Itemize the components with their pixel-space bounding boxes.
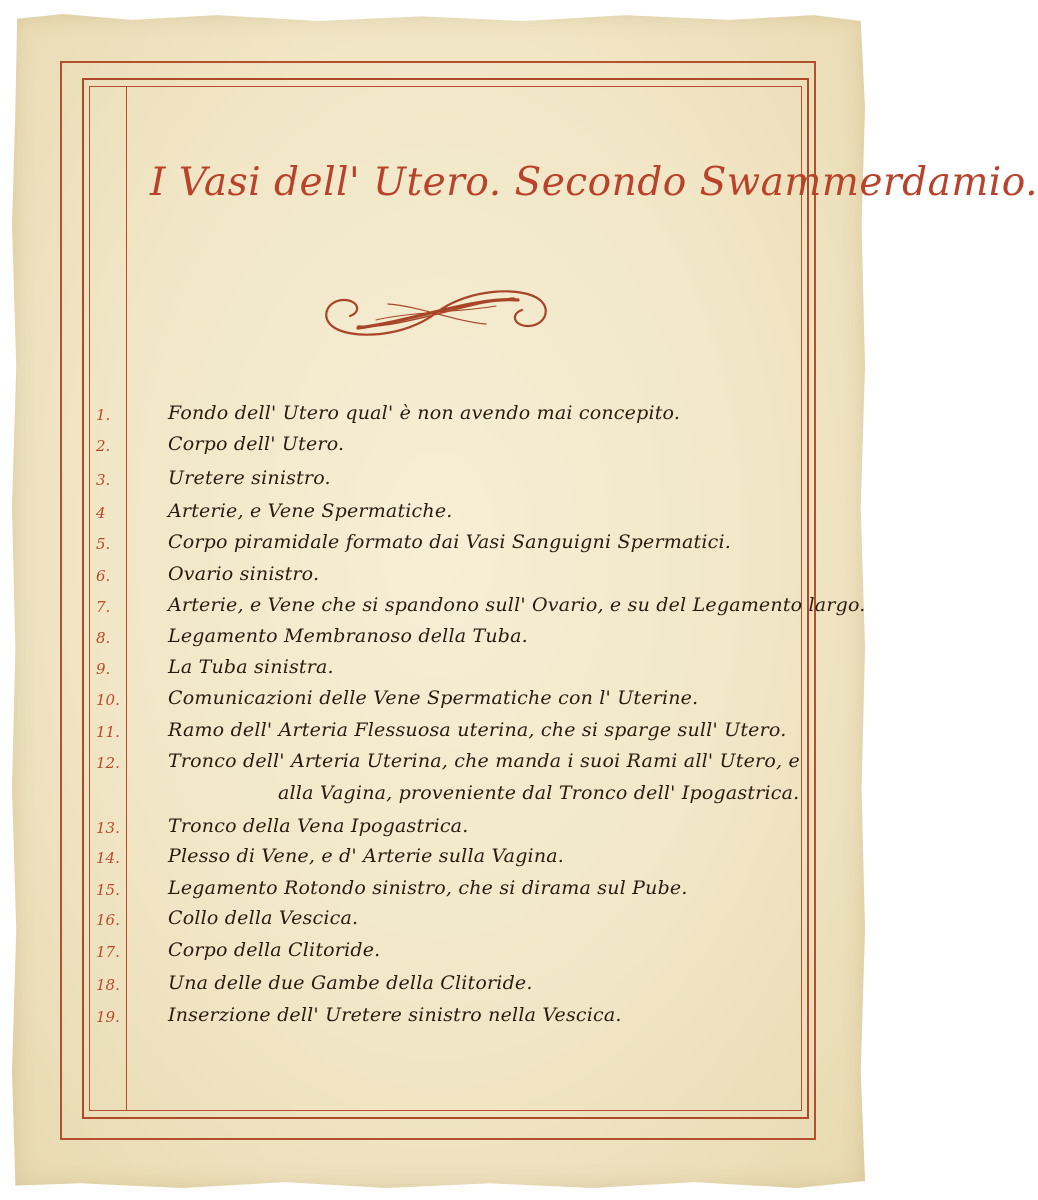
entry-number: 18. [96,976,120,994]
entry-number: 5. [96,535,111,553]
entry-text: Legamento Rotondo sinistro, che si dirama sul Pube. [168,877,688,899]
page-title: I Vasi dell' Utero. Secondo Swammerdamio. [150,160,1038,205]
entry-text: Plesso di Vene, e d' Arterie sulla Vagina. [168,845,565,867]
entry-text: Tronco della Vena Ipogastrica. [168,815,469,837]
entry-number: 2. [96,437,111,455]
entry-text: Inserzione dell' Uretere sinistro nella Vescica. [168,1004,622,1026]
entry-text: Corpo della Clitoride. [168,939,381,961]
entry-text: Arterie, e Vene Spermatiche. [168,500,453,522]
entry-number: 6. [96,567,111,585]
entry-number: 9. [96,660,111,678]
entry-number: 8. [96,629,111,647]
entry-text: La Tuba sinistra. [168,656,334,678]
entry-text: Tronco dell' Arteria Uterina, che manda i suoi Rami all' Utero, e [168,750,800,772]
entry-number: 15. [96,881,120,899]
calligraphic-flourish-icon [318,282,554,344]
entry-number: 12. [96,754,120,772]
entry-text: Corpo piramidale formato dai Vasi Sanguigni Spermatici. [168,531,731,553]
margin-rule [126,86,127,1111]
entry-text: Fondo dell' Utero qual' è non avendo mai concepito. [168,402,681,424]
entry-number: 3. [96,471,111,489]
entry-number: 13. [96,819,120,837]
entry-text: Collo della Vescica. [168,907,359,929]
entry-number: 19. [96,1008,120,1026]
entry-12-continuation: alla Vagina, proveniente dal Tronco dell' Ipogastrica. [278,782,800,804]
entry-text: Comunicazioni delle Vene Spermatiche con l' Uterine. [168,687,699,709]
entry-text: Legamento Membranoso della Tuba. [168,625,528,647]
entry-text: Ramo dell' Arteria Flessuosa uterina, che si sparge sull' Utero. [168,719,787,741]
entry-number: 17. [96,943,120,961]
entry-text: Arterie, e Vene che si spandono sull' Ovario, e su del Legamento largo. [168,594,866,616]
entry-text: Uretere sinistro. [168,467,331,489]
entry-number: 11. [96,723,120,741]
entry-number: 1. [96,406,111,424]
entry-number: 10. [96,691,120,709]
entry-number: 14. [96,849,120,867]
entry-number: 4 [96,504,106,522]
entry-number: 7. [96,598,111,616]
entry-text: Corpo dell' Utero. [168,433,345,455]
entry-text: Ovario sinistro. [168,563,320,585]
entry-text: Una delle due Gambe della Clitoride. [168,972,533,994]
entry-number: 16. [96,911,120,929]
